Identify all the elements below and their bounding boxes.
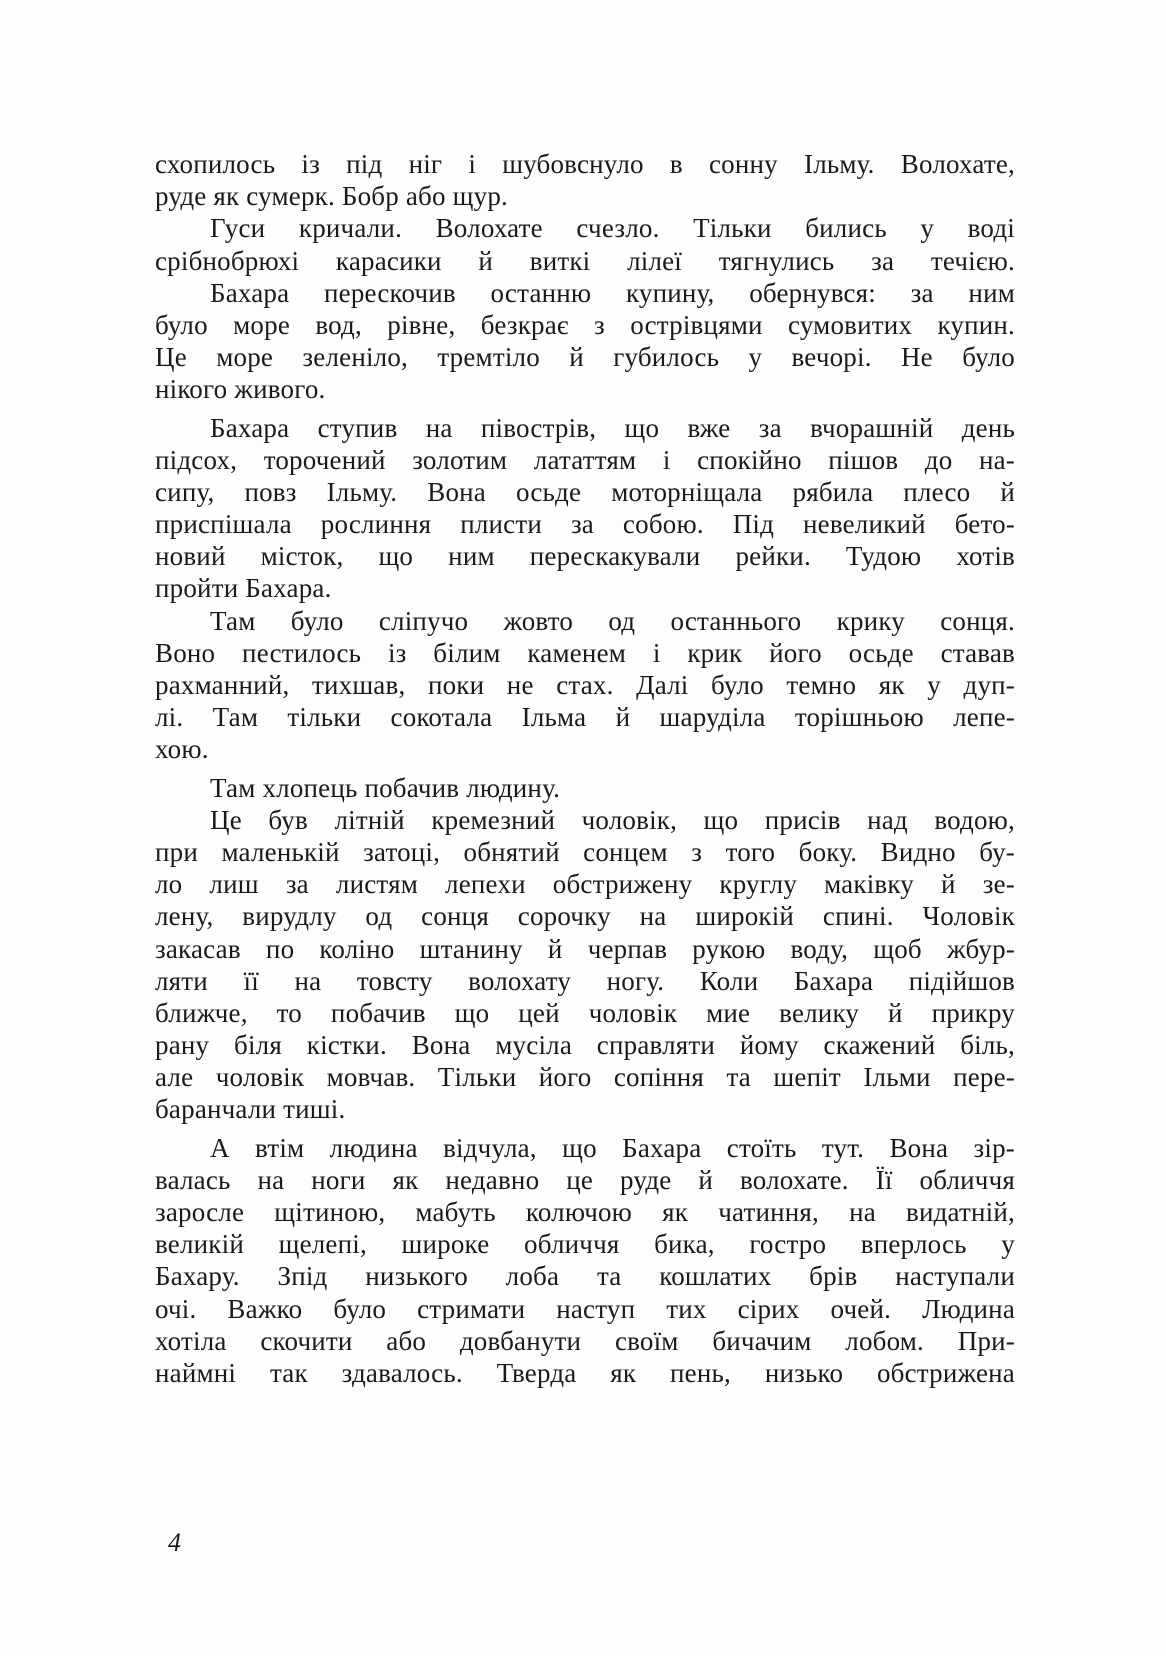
text-line: схопилось із під ніг і шубовснуло в сонну Ільму. Волохате, (155, 149, 1015, 179)
text-line: наймні так здавалось. Тверда як пень, низько обстрижена (155, 1357, 1015, 1388)
page-number: 4 (168, 1528, 181, 1557)
text-line: приспішала рослиння плисти за собою. Під невеликий бето- (155, 509, 1015, 540)
text-line: великій щелепі, широке обличчя бика, гостро вперлось у (155, 1229, 1015, 1260)
text-line: ло лиш за листям лепехи обстрижену круглу маківку й зе- (155, 869, 1015, 900)
text-line: нікого живого. (155, 374, 326, 405)
text-line: баранчали тиші. (155, 1094, 346, 1125)
text-line: рахманний, тихшав, поки не стах. Далі було темно як у дуп- (155, 670, 1015, 700)
text-line: Гуси кричали. Волохате счезло. Тільки бились у воді (210, 213, 1015, 244)
text-line: Там хлопець побачив людину. (210, 772, 561, 803)
text-line: підсох, торочений золотим лататтям і спокійно пішов до на- (155, 444, 1015, 475)
text-line: Це був літній кремезний чоловік, що присів над водою, (210, 804, 1015, 835)
text-line: новий місток, що ним перескакували рейки. Тудою хотів (155, 541, 1015, 572)
text-line: срібнобрюхі карасики й виткі лілеї тягнулись за течією. (155, 245, 1015, 276)
text-line: заросле щітиною, мабуть колючою як чатиння, на видатній, (155, 1197, 1015, 1227)
text-line: пройти Бахара. (155, 573, 332, 604)
text-line: Воно пестилось із білим каменем і крик його осьде ставав (155, 637, 1015, 668)
text-line: очі. Важко було стримати наступ тих сірих очей. Людина (155, 1293, 1015, 1324)
text-line: хотіла скочити або довбанути своїм бичачим лобом. При- (155, 1325, 1015, 1356)
text-line: хою. (155, 734, 209, 765)
text-line: валась на ноги як недавно це руде й волохате. Її обличчя (155, 1164, 1015, 1195)
text-line: але чоловік мовчав. Тільки його сопіння та шепіт Ільми пере- (155, 1062, 1015, 1093)
text-line: було море вод, рівне, безкрає з острівцями сумовитих купин. (155, 309, 1015, 340)
body-text (155, 148, 1015, 1389)
text-line: ляти її на товсту волохату ногу. Коли Бахара підійшов (155, 965, 1015, 996)
text-line: лі. Там тільки сокотала Ільма й шаруділа торішньою лепе- (155, 702, 1015, 733)
text-line: руде як сумерк. Бобр або щур. (155, 181, 508, 212)
text-line: при маленькій затоці, обнятий сонцем з того боку. Видно бу- (155, 836, 1015, 867)
text-line: закасав по коліно штанину й черпав рукою воду, щоб жбур- (155, 933, 1015, 964)
text-line: рану біля кістки. Вона мусіла справляти йому скажений біль, (155, 1030, 1015, 1061)
text-line: Бахару. Зпід низького лоба та кошлатих брів наступали (155, 1261, 1015, 1292)
text-line: Бахара перескочив останню купину, обернувся: за ним (210, 277, 1015, 308)
text-line: сипу, повз Ільму. Вона осьде моторніщала рябила плесо й (155, 476, 1015, 507)
text-line: Бахара ступив на півострів, що вже за вчорашній день (210, 412, 1015, 443)
text-line: лену, вирудлу од сонця сорочку на широкій спині. Чоловік (155, 901, 1015, 932)
text-line: Там було сліпучо жовто од останнього крику сонця. (210, 605, 1015, 636)
text-line: ближче, то побачив що цей чоловік мие велику й прикру (155, 997, 1015, 1028)
text-line: Це море зеленіло, тремтіло й губилось у вечорі. Не було (155, 342, 1015, 373)
text-line: А втім людина відчула, що Бахара стоїть тут. Вона зір- (210, 1132, 1015, 1163)
